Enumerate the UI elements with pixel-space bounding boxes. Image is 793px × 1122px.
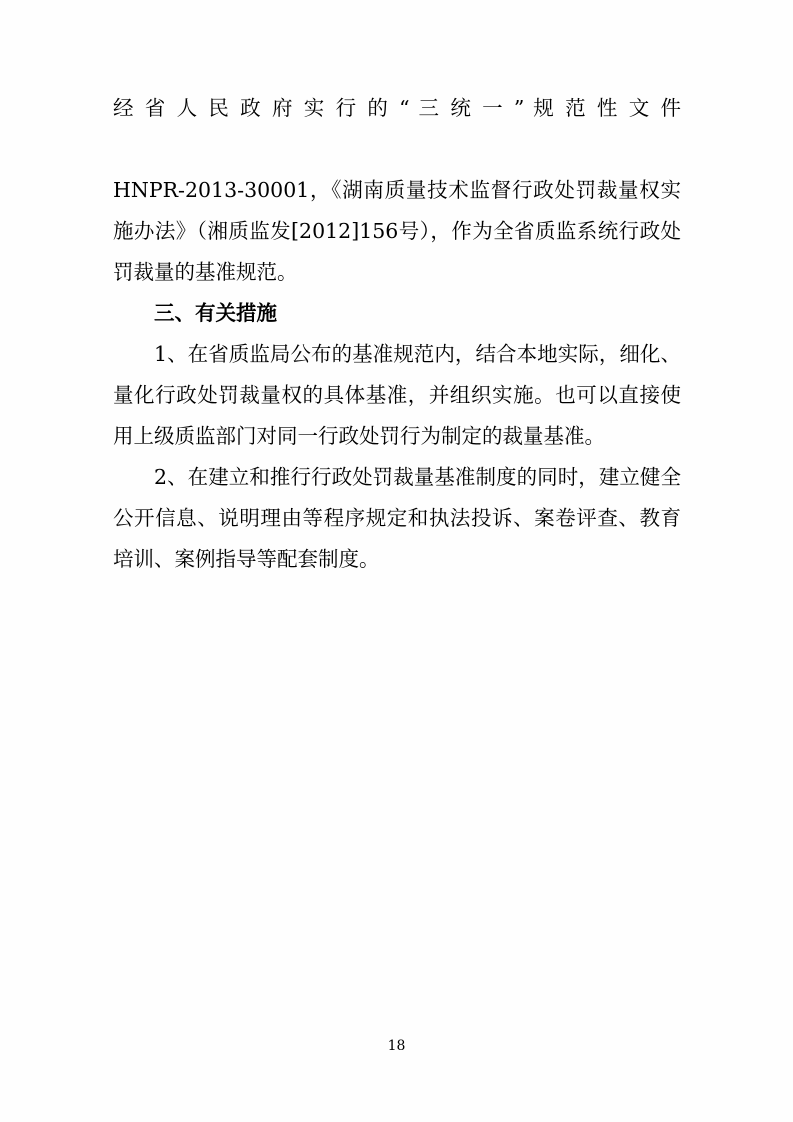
list-item-1: 1、在省质监局公布的基准规范内，结合本地实际，细化、量化行政处罚裁量权的具体基准，并组织实施。也可以直接使用上级质监部门对同一行政处罚行为制定的裁量基准。 bbox=[113, 342, 681, 448]
paragraph-remainder: HNPR-2013-30001，《湖南质量技术监督行政处罚裁量权实施办法》（湘质监发[2012]156号），作为全省质监系统行政处罚裁量的基准规范。 bbox=[113, 178, 681, 284]
section-heading-3: 三、有关措施 bbox=[154, 301, 277, 325]
list-item-2: 2、在建立和推行行政处罚裁量基准制度的同时，建立健全公开信息、说明理由等程序规定和执法投诉、案卷评查、教育培训、案例指导等配套制度。 bbox=[113, 465, 681, 571]
document-body bbox=[113, 88, 681, 580]
paragraph-first-line: 经 省 人 民 政 府 实 行 的 “ 三 统 一 ” 规 范 性 文 件 bbox=[113, 96, 681, 120]
paragraph-continuation bbox=[113, 88, 681, 293]
page-number: 18 bbox=[387, 1038, 406, 1054]
